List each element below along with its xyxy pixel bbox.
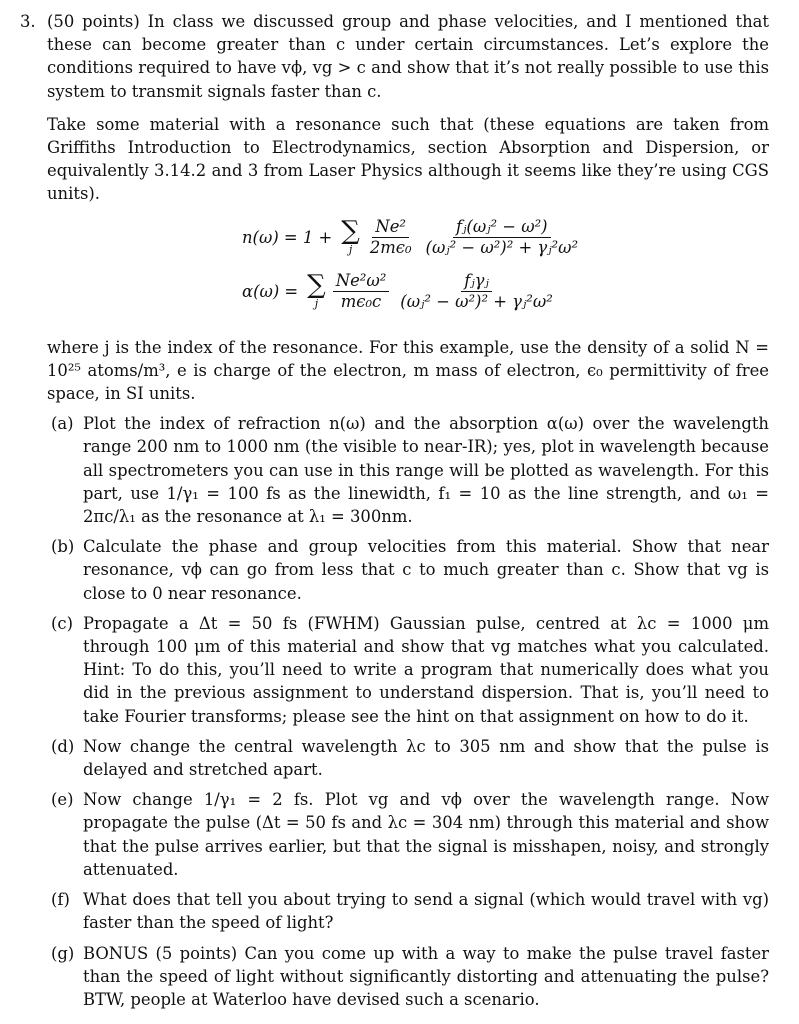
n-resonance-denominator: (ωⱼ² − ω²)² + γⱼ²ω²	[425, 237, 579, 257]
question-number: 3.	[20, 12, 36, 31]
where-paragraph: where j is the index of the resonance. For this example, use the density of a solid N = 10²⁵ atoms/m³, e is charge of the electron, m mass of electron, ϵ₀ permittivity of free space, in SI units.	[47, 337, 769, 404]
equations-block	[47, 218, 769, 328]
summation-index: j	[348, 243, 353, 257]
refractive-index-equation	[242, 218, 585, 257]
sub-questions	[47, 412, 769, 1011]
sub-question-b	[47, 535, 769, 605]
n-resonance-numerator: fⱼ(ωⱼ² − ω²)	[453, 218, 551, 238]
a-resonance-fraction	[397, 272, 556, 311]
a-resonance-numerator: fⱼγⱼ	[461, 272, 492, 292]
sub-question-f	[47, 888, 769, 934]
sub-question-label: (g)	[51, 943, 75, 963]
sub-question-label: (d)	[51, 736, 75, 756]
question-intro: (50 points) In class we discussed group and phase velocities, and I mentioned that these can become greater than c under certain circumstances. Let’s explore the conditions required to have vϕ, vg > c and show that it’s not really possible to use this system to transmit signals faster than c.	[47, 12, 769, 101]
sub-question-label: (f)	[51, 890, 70, 910]
a-resonance-denominator: (ωⱼ² − ω²)² + γⱼ²ω²	[400, 291, 553, 311]
sub-question-text: BONUS (5 points) Can you come up with a way to make the pulse travel faster than the speed of light without significantly distorting and attenuating the pulse? BTW, people at Waterloo have devised such a scenario.	[83, 943, 769, 1009]
sub-question-c	[47, 612, 769, 728]
sub-question-text: Plot the index of refraction n(ω) and the absorption α(ω) over the wavelength range 200 nm to 1000 nm (the visible to near-IR); yes, plot in wavelength because all spectrometers you can use in this range will be plotted as wavelength. For this part, use 1/γ₁ = 100 fs as the linewidth, f₁ = 10 as the line strength, and ω₁ = 2πc/λ₁ as the resonance at λ₁ = 300nm.	[83, 414, 769, 527]
sub-question-label: (a)	[51, 414, 74, 434]
sub-question-text: What does that tell you about trying to send a signal (which would travel with vg) faster than the speed of light?	[83, 890, 769, 933]
question-block	[20, 10, 769, 1011]
a-prefactor-denominator: mϵ₀c	[340, 291, 382, 311]
summation-symbol: ∑ j	[341, 216, 360, 257]
sub-question-e	[47, 788, 769, 881]
question-body	[47, 10, 769, 1011]
a-equation-lhs: α(ω) =	[242, 281, 299, 301]
a-prefactor-fraction	[333, 272, 390, 311]
sub-question-text: Now change 1/γ₁ = 2 fs. Plot vg and vϕ over the wavelength range. Now propagate the pulse (Δt = 50 fs and λc = 304 nm) through this material and show that the pulse arrives earlier, but that the signal is misshapen, noisy, and strongly attenuated.	[83, 790, 769, 879]
absorption-equation	[242, 272, 560, 311]
question-setup: Take some material with a resonance such that (these equations are taken from Griffiths Introduction to Electrodynamics, section Absorption and Dispersion, or equivalently 3.14.2 and 3 from Laser Physics although it seems like they’re using CGS units).	[47, 114, 769, 204]
n-prefactor-numerator: Ne²	[372, 218, 409, 238]
sub-question-label: (c)	[51, 613, 73, 633]
n-prefactor-denominator: 2mϵ₀	[369, 237, 412, 257]
n-prefactor-fraction	[367, 218, 415, 257]
n-resonance-fraction	[423, 218, 582, 257]
sub-question-label: (b)	[51, 537, 75, 557]
a-prefactor-numerator: Ne²ω²	[333, 272, 390, 292]
sub-question-label: (e)	[51, 790, 74, 810]
sub-question-text: Now change the central wavelength λc to 305 nm and show that the pulse is delayed and stretched apart.	[83, 736, 769, 780]
sub-question-g	[47, 942, 769, 1012]
sub-question-text: Propagate a Δt = 50 fs (FWHM) Gaussian pulse, centred at λc = 1000 μm through 100 μm of this material and show that vg matches what you calculated. Hint: To do this, you’ll need to write a program that numerically does what you did in the previous assignment to understand dispersion. That is, you’ll need to take Fourier transforms; please see the hint on that assignment on how to do it.	[83, 613, 769, 726]
summation-index: j	[314, 297, 319, 311]
n-equation-lhs: n(ω) = 1 +	[242, 227, 333, 247]
sub-question-a	[47, 412, 769, 528]
sub-question-d	[47, 735, 769, 781]
sub-question-text: Calculate the phase and group velocities from this material. Show that near resonance, vϕ can go from less that c to much greater than c. Show that vg is close to 0 near resonance.	[83, 537, 769, 603]
summation-symbol: ∑ j	[307, 270, 326, 311]
